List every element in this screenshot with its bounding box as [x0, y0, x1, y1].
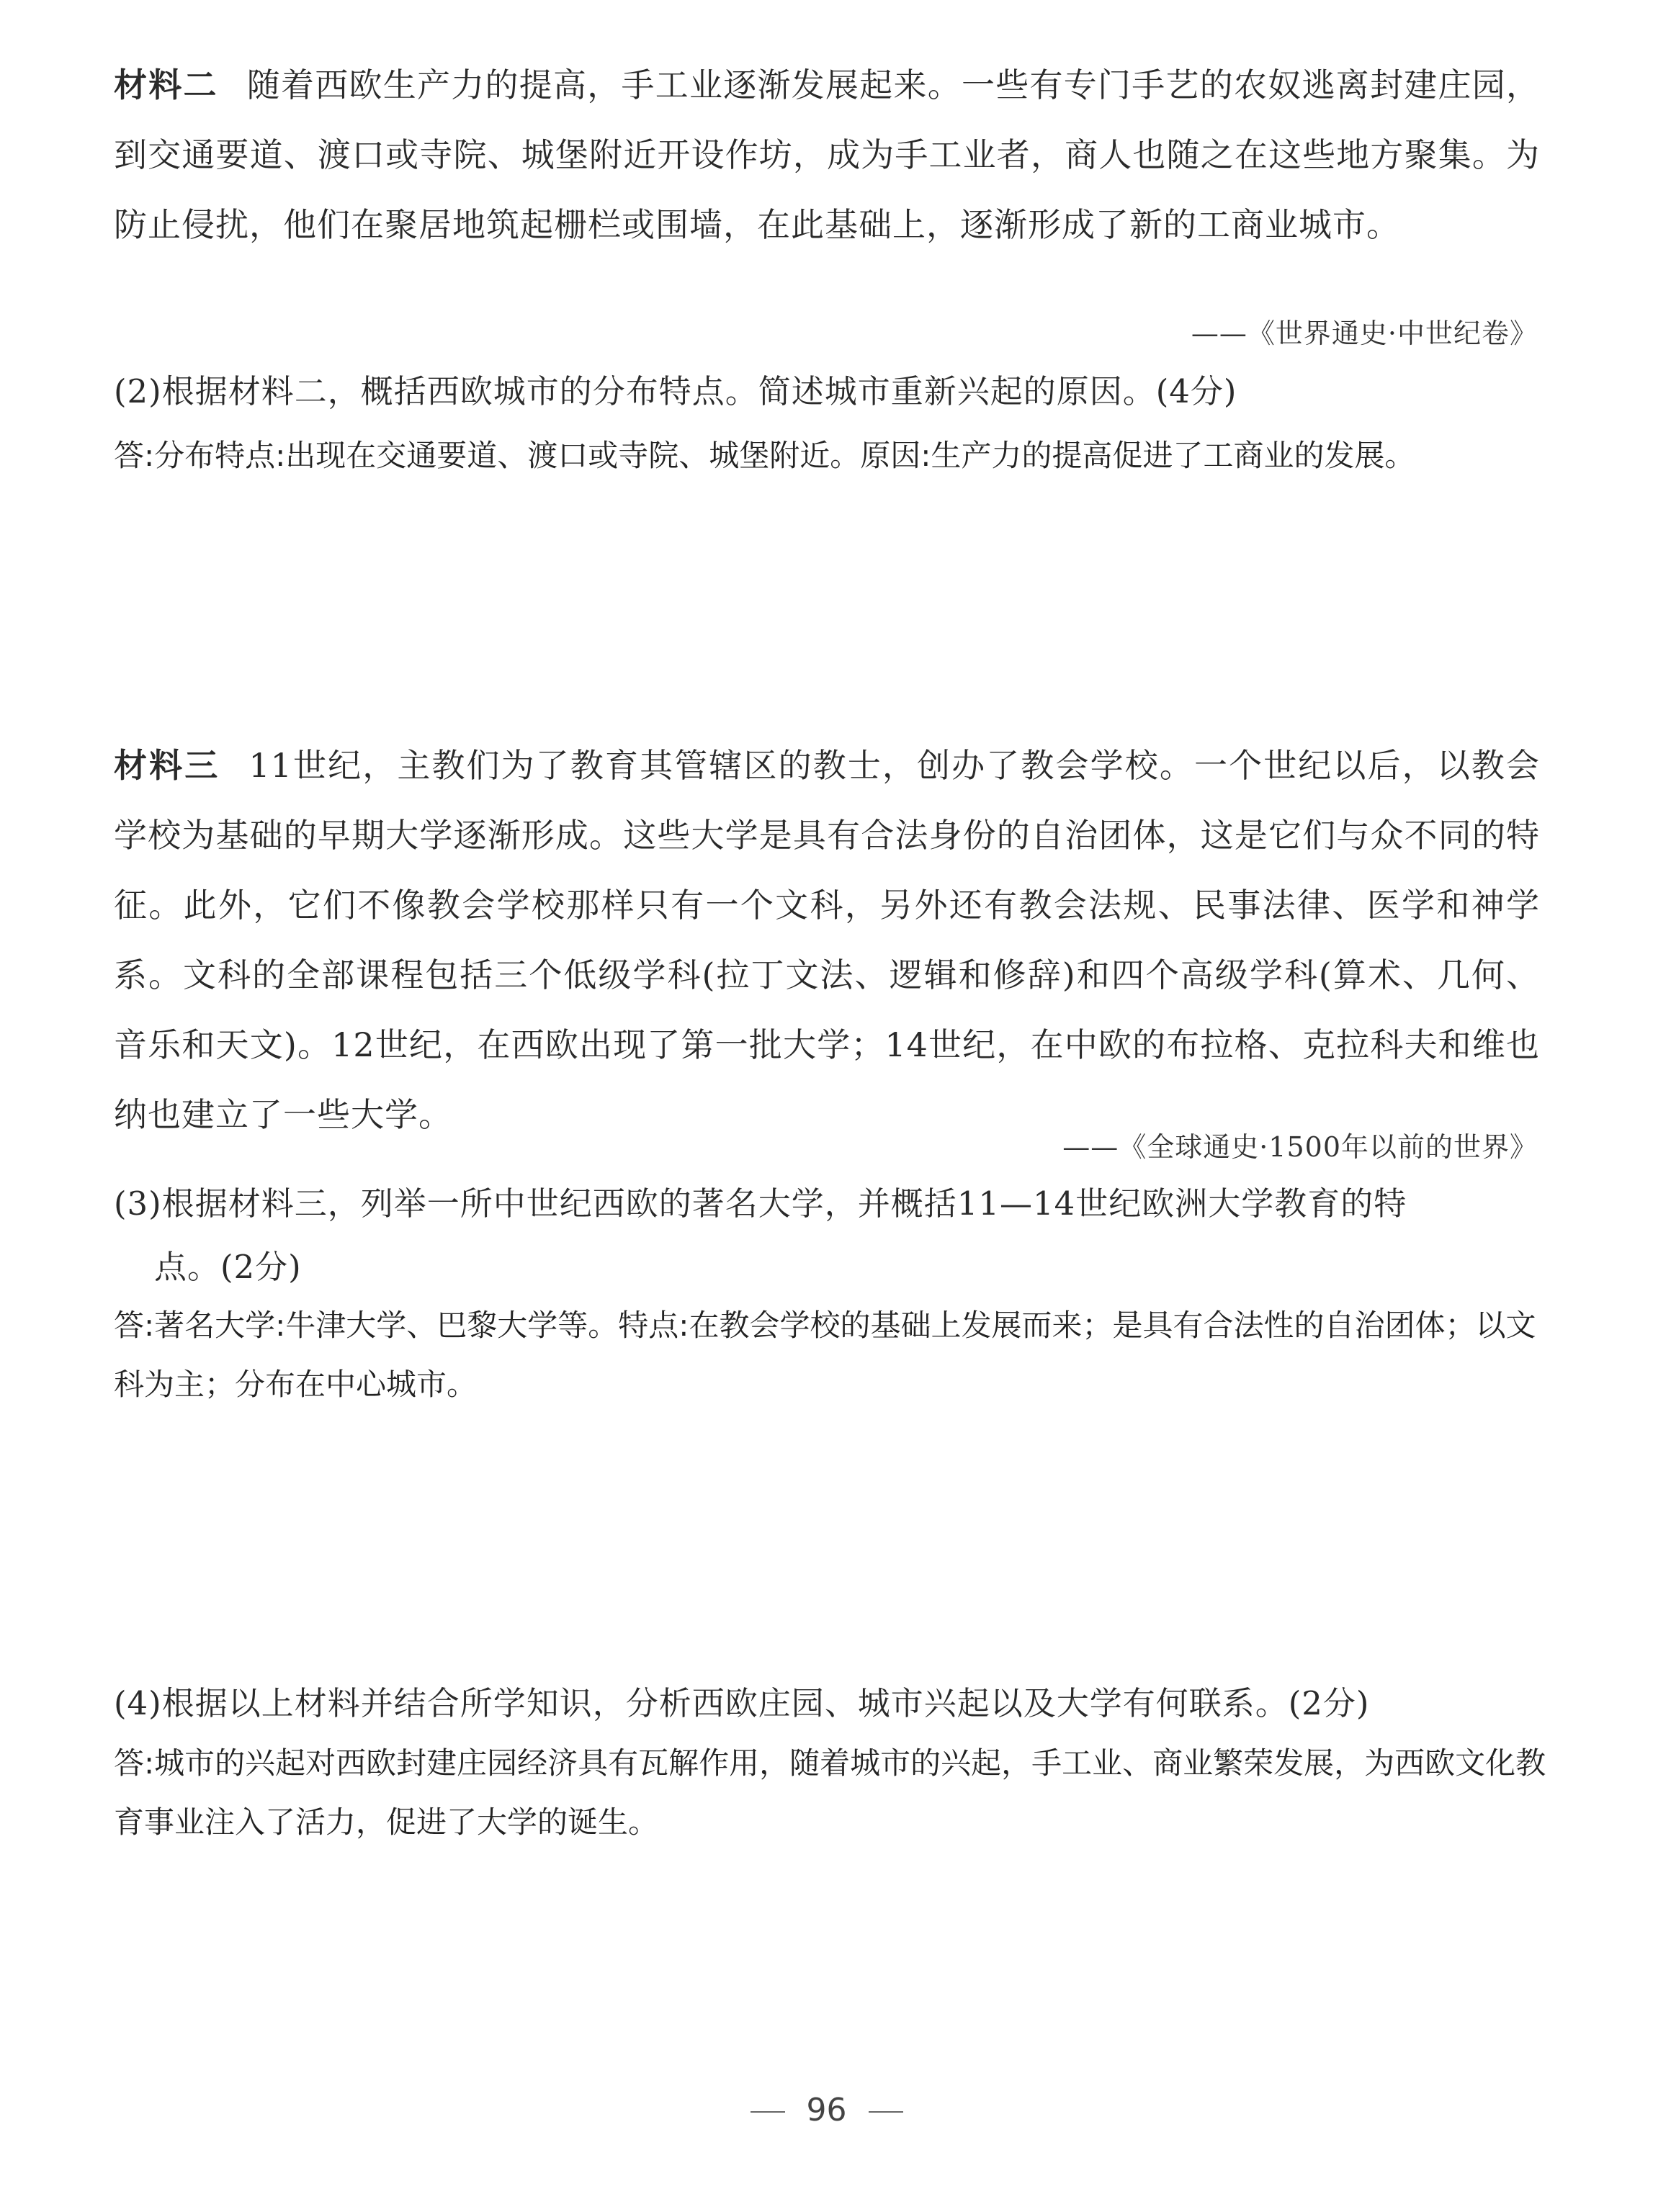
question-2: (2)根据材料二，概括西欧城市的分布特点。简述城市重新兴起的原因。(4分) [114, 372, 1237, 410]
page-footer [0, 2092, 1653, 2128]
footer-dash-left [751, 2111, 785, 2113]
material-2-label: 材料二 [114, 66, 218, 104]
page-number: 96 [806, 2092, 847, 2128]
answer-2: 答:分布特点:出现在交通要道、渡口或寺院、城堡附近。原因:生产力的提高促进了工商业的发展。 [114, 438, 1415, 473]
material-3-label: 材料三 [114, 746, 220, 785]
question-4: (4)根据以上材料并结合所学知识，分析西欧庄园、城市兴起以及大学有何联系。(2分) [114, 1684, 1370, 1722]
material-3-paragraph [114, 731, 1540, 1150]
material-3-source: ——《全球通史·1500年以前的世界》 [1062, 1131, 1538, 1163]
question-3-line-1: (3)根据材料三，列举一所中世纪西欧的著名大学，并概括11—14世纪欧洲大学教育的特 [114, 1184, 1407, 1223]
material-2-source: ——《世界通史·中世纪卷》 [1191, 318, 1538, 349]
material-2-paragraph [114, 50, 1540, 260]
material-3-text: 11世纪，主教们为了教育其管辖区的教士，创办了教会学校。一个世纪以后，以教会学校为基础的早期大学逐渐形成。这些大学是具有合法身份的自治团体，这是它们与众不同的特征。此外，它们不像教会学校那样只有一个文科，另外还有教会法规、民事法律、医学和神学系。文科的全部课程包括三个低级学科(拉丁文法、逻辑和修辞)和四个高级学科(算术、几何、音乐和天文)。12世纪，在西欧出现了第一批大学；14世纪，在中欧的布拉格、克拉科夫和维也纳也建立了一些大学。 [114, 746, 1540, 1134]
answer-4: 答:城市的兴起对西欧封建庄园经济具有瓦解作用，随着城市的兴起，手工业、商业繁荣发展，为西欧文化教育事业注入了活力，促进了大学的诞生。 [114, 1745, 1546, 1840]
answer-3: 答:著名大学:牛津大学、巴黎大学等。特点:在教会学校的基础上发展而来；是具有合法性的自治团体；以文科为主；分布在中心城市。 [114, 1308, 1536, 1402]
footer-dash-right [869, 2111, 903, 2113]
question-3 [114, 1172, 1540, 1299]
question-3-line-2: 点。(2分) [154, 1248, 302, 1286]
material-2-text: 随着西欧生产力的提高，手工业逐渐发展起来。一些有专门手艺的农奴逃离封建庄园，到交通要道、渡口或寺院、城堡附近开设作坊，成为手工业者，商人也随之在这些地方聚集。为防止侵扰，他们在聚居地筑起栅栏或围墙，在此基础上，逐渐形成了新的工商业城市。 [114, 66, 1540, 244]
